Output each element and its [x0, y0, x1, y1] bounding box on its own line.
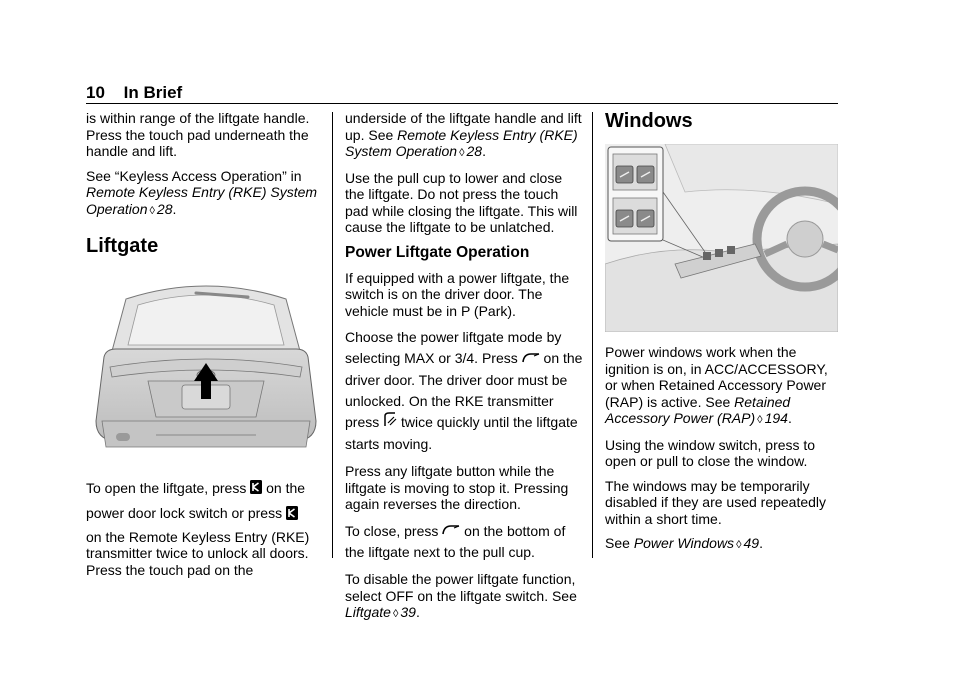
text: Power windows work when the ignition is on, in ACC/ACCESSORY, or when Retained Accessory Power (RAP) is active. See — [605, 344, 828, 410]
unlock-key-icon — [286, 503, 298, 527]
paragraph — [605, 344, 841, 429]
window-switch-illustration — [605, 144, 838, 332]
paragraph: The windows may be temporarily disabled if they are used repeatedly within a short time. — [605, 477, 827, 527]
page-reference[interactable]: 194 — [764, 410, 788, 426]
paragraph: If equipped with a power liftgate, the switch is on the driver door. The vehicle must be in P (Park). — [345, 269, 570, 319]
cross-reference-link[interactable]: Remote Keyless Entry (RKE) System Operation — [345, 126, 578, 159]
text: on the — [266, 480, 306, 496]
xref-icon: ◊ — [757, 414, 763, 426]
paragraph — [345, 327, 583, 455]
text: Choose the power liftgate mode by — [345, 329, 562, 345]
paragraph — [345, 521, 583, 564]
paragraph: Use the pull cup to lower and close the liftgate. Do not press the touch pad while closing the liftgate. This will cause the liftgate to be unlatched. — [345, 169, 578, 235]
page-reference[interactable]: 28 — [156, 200, 173, 217]
period: . — [759, 535, 763, 551]
text: until the liftgate starts moving. — [345, 413, 578, 453]
page-reference[interactable]: 39 — [400, 604, 416, 621]
text: To open the liftgate, press — [86, 480, 247, 496]
xref-icon: ◊ — [149, 204, 155, 217]
section-heading-liftgate: Liftgate — [86, 235, 159, 257]
text: of the liftgate next to the pull cup. — [345, 522, 566, 561]
period: . — [787, 410, 792, 426]
period: . — [172, 200, 177, 217]
text: See “Keyless Access Operation” in — [86, 167, 302, 184]
subsection-heading-power-liftgate: Power Liftgate Operation — [345, 243, 530, 261]
paragraph — [345, 571, 583, 623]
paragraph: Using the window switch, press to open or pull to close the window. — [605, 436, 816, 469]
column-1 — [86, 110, 326, 586]
header-rule — [86, 103, 838, 104]
text: on — [543, 350, 560, 366]
section-title: In Brief — [123, 83, 183, 102]
unlock-key-icon — [250, 477, 262, 501]
paragraph — [605, 535, 841, 554]
section-heading-windows: Windows — [605, 110, 693, 132]
period: . — [415, 604, 420, 621]
text: See — [605, 535, 630, 551]
xref-icon: ◊ — [736, 539, 742, 551]
text: twice quickly — [401, 413, 480, 430]
paragraph: is within range of the liftgate handle. Press the touch pad underneath the handle and lift. — [86, 110, 310, 159]
text: on the bottom — [464, 522, 550, 539]
xref-icon: ◊ — [392, 608, 399, 621]
cross-reference-link[interactable]: Remote Keyless Entry (RKE) System Operation — [86, 184, 318, 217]
cross-reference-link[interactable]: Retained Accessory Power (RAP) — [605, 393, 791, 426]
page-reference[interactable]: 49 — [743, 535, 760, 551]
cross-reference-link[interactable]: Liftgate — [345, 604, 391, 621]
text: To close, press — [345, 522, 439, 539]
text: the driver door. The driver door must be unlocked. On the RKE — [345, 350, 583, 409]
rke-liftgate-icon — [383, 412, 397, 434]
paragraph — [86, 476, 326, 527]
text: underside of the liftgate handle and lift up. See — [345, 110, 582, 143]
text: power door lock switch or press — [86, 505, 283, 522]
liftgate-button-icon — [522, 349, 540, 370]
paragraph: on the Remote Keyless Entry (RKE) transmitter twice to unlock all doors. Press the touch pad on the — [86, 528, 310, 578]
xref-icon: ◊ — [459, 147, 465, 159]
page-reference[interactable]: 28 — [466, 143, 483, 159]
text: To disable the power liftgate function, select OFF on the liftgate switch. See — [345, 571, 577, 604]
cross-reference-link[interactable]: Power Windows — [633, 535, 735, 551]
liftgate-button-icon — [442, 521, 460, 542]
column-3 — [605, 110, 841, 562]
column-divider — [332, 112, 333, 558]
column-2 — [345, 110, 583, 631]
period: . — [482, 143, 486, 159]
page-header — [86, 83, 182, 103]
column-divider — [592, 112, 593, 558]
text: transmitter press — [345, 392, 554, 430]
paragraph — [345, 110, 583, 162]
page-number: 10 — [86, 83, 105, 102]
paragraph — [86, 168, 326, 220]
liftgate-illustration — [86, 271, 326, 456]
paragraph: Press any liftgate button while the liftgate is moving to stop it. Pressing again reverses the direction. — [345, 463, 569, 513]
text: selecting MAX or 3/4. Press — [345, 350, 518, 366]
